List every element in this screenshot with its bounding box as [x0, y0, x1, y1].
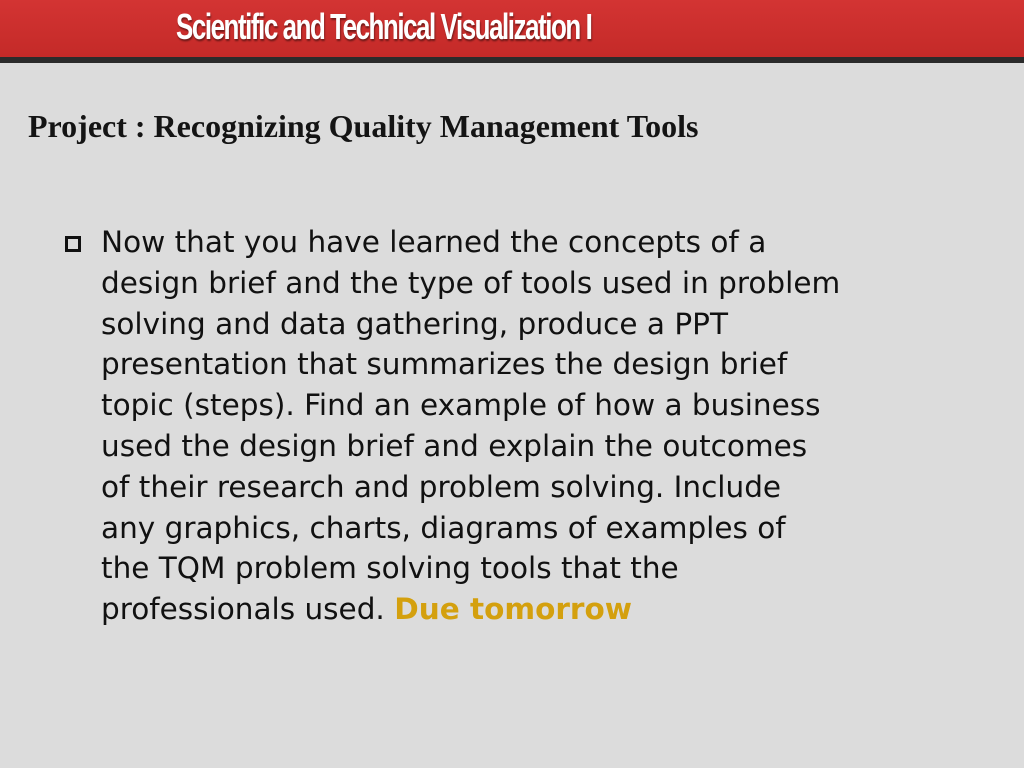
bullet-line: design brief and the type of tools used in problem [101, 265, 841, 300]
course-title: Scientific and Technical Visualization I [176, 6, 592, 47]
header-divider [0, 57, 1024, 63]
bullet-line: Now that you have learned the concepts of a [101, 225, 767, 259]
bullet-line: used the design brief and explain the outcomes [101, 428, 808, 463]
bullet-line: any graphics, charts, diagrams of examples of [101, 510, 786, 545]
bullet-line: presentation that summarizes the design brief [101, 347, 788, 382]
bullet-text [101, 222, 971, 630]
due-date-highlight: Due tomorrow [394, 592, 632, 627]
bullet-line: topic (steps). Find an example of how a business [101, 388, 821, 423]
bullet-line: the TQM problem solving tools that the [101, 551, 679, 586]
bullet-item [62, 222, 982, 630]
bullet-line: solving and data gathering, produce a PPT [101, 306, 728, 341]
hollow-square-bullet-icon [65, 236, 81, 252]
bullet-last-line [101, 589, 971, 630]
slide-title: Project : Recognizing Quality Management Tools [28, 108, 699, 144]
bullet-line: of their research and problem solving. Include [101, 469, 782, 504]
header-banner [0, 0, 1024, 57]
bullet-line: professionals used. [101, 592, 385, 627]
